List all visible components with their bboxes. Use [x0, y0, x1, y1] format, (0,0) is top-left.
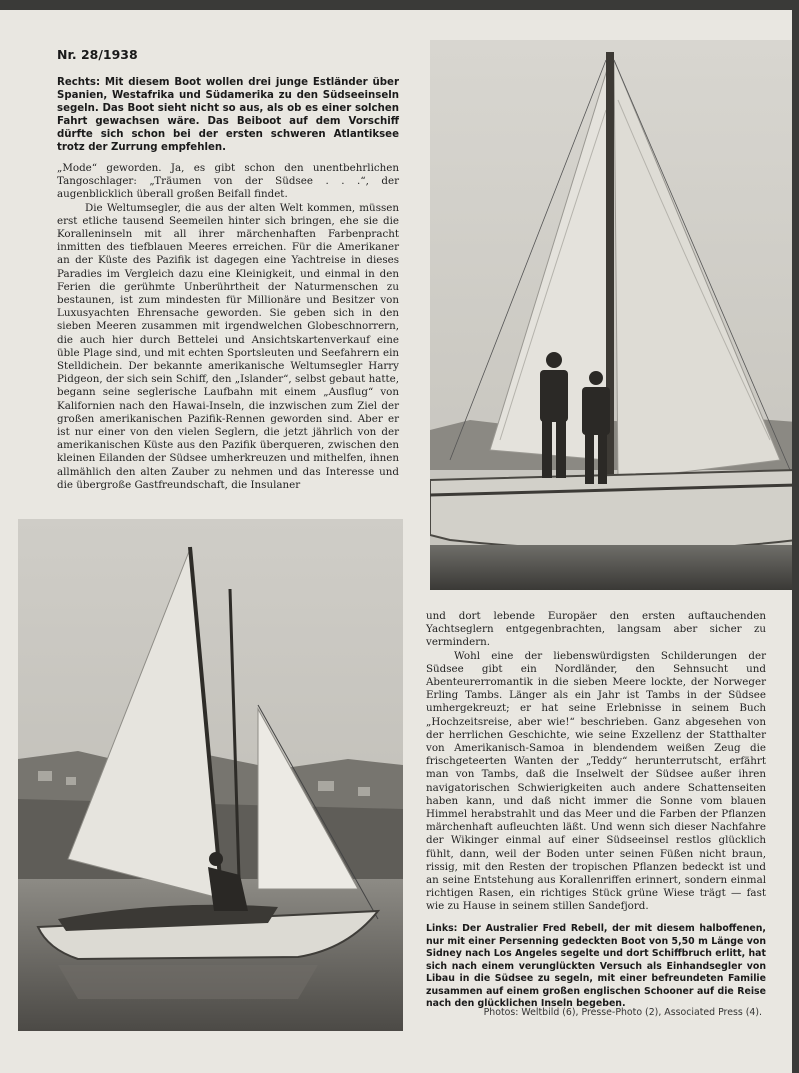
issue-number: Nr. 28/1938	[57, 47, 138, 62]
article-paragraph: und dort lebende Europäer den ersten auftauchenden Yachtseglern entgegenbrachten, langsam aber sicher zu vermindern.	[426, 610, 766, 649]
caption-right-photo: Rechts: Mit diesem Boot wollen drei junge Estländer über Spanien, Westafrika und Südamerika zu den Südseeinseln segeln. Das Boot sieht nicht so aus, als ob es einer solchen Fahrt gewachsen wäre. Das Beiboot auf dem Vorschiff dürfte sich schon bei der ersten schweren Atlantiksee trotz der Zurrung empfehlen.	[57, 77, 399, 153]
article-paragraph: „Mode“ geworden. Ja, es gibt schon den unentbehrlichen Tangoschlager: „Träumen von der Südsee . . .“, der augenblicklich überall großen Beifall findet.	[57, 162, 399, 201]
article-paragraph: Die Weltumsegler, die aus der alten Welt kommen, müssen erst etliche tausend Seemeilen hinter sich bringen, ehe sie die Koralleninseln mit all ihrer märchenhaften Farbenpracht inmitten des tiefblauen Meeres erreichen. Für die Amerikaner an der Küste des Pazifik ist dagegen eine Yachtreise in dieses Paradies im Vergleich dazu eine Kleinigkeit, und einmal in den Ferien die gerühmte Unberührtheit der Naturmenschen zu bestaunen, ist zum mindesten für Millionäre und Besitzer von Luxusyachten Ehrensache geworden. Sie geben sich in den sieben Meeren zusammen mit irgendwelchen Globeschnorrern, die auch hier durch Bettelei und Ansichtskartenverkauf eine üble Plage sind, und mit echten Sportsleuten und Seefahrern ein Stelldichein. Der bekannte amerikanische Weltumsegler Harry Pidgeon, der sich sein Schiff, den „Islander“, selbst gebaut hatte, begann seine seglerische Laufbahn mit einem „Ausflug“ von Kalifornien nach den Hawai-Inseln, die inzwischen zum Ziel der großen amerikanischen Pazifik-Rennen geworden sind. Aber er ist nur einer von den vielen Seglern, die jetzt jährlich von der amerikanischen Küste aus den Pazifik überqueren, zwischen den kleinen Eilanden der Südsee umherkreuzen und mithelfen, ihnen allmählich den alten Zauber zu nehmen und das Interesse und die übergroße Gastfreundschaft, die Insulaner	[57, 201, 399, 491]
photo-estonian-boat	[430, 40, 792, 590]
photo-credits: Photos: Weltbild (6), Presse-Photo (2), Associated Press (4).	[483, 1007, 762, 1018]
article-left-column	[57, 162, 399, 492]
article-right-column	[426, 610, 766, 914]
photo-rebell-boat	[18, 519, 403, 1031]
article-paragraph: Wohl eine der liebenswürdigsten Schilderungen der Südsee gibt ein Nordländer, den Sehnsucht und Abenteurerromantik in die sieben Meere lockte, der Norweger Erling Tambs. Länger als ein Jahr ist Tambs in der Südsee umhergekreuzt; er hat seine Erlebnisse in seinem Buch „Hochzeitsreise, aber wie!“ beschrieben. Ganz abgesehen von der herrlichen Geschichte, wie seine Exzellenz der Statthalter von Amerikanisch-Samoa in blendendem weißen Zeug die frischgeteerten Wanten der „Teddy“ herunterrutscht, erfährt man von Tambs, daß die Inselwelt der Südsee außer ihren navigatorischen Schwierigkeiten auch andere Schattenseiten haben kann, und daß nicht immer die Sonne vom blauen Himmel herabstrahlt und das Meer und die Farben der Pflanzen märchenhaft aufleuchten läßt. Und wenn sich dieser Nachfahre der Wikinger einmal auf einer Südseeinsel restlos glücklich fühlt, dann, weil der Boden unter seinen Füßen nicht braun, rissig, mit den Resten der tropischen Pflanzen bedeckt ist und an seine Entstehung aus Korallenriffen erinnert, sondern einmal richtigen Rasen, ein richtiges Stück grüne Wiese trägt — fast wie zu Hause in seinem stillen Sandefjord.	[426, 649, 766, 913]
magazine-page	[0, 10, 792, 1073]
caption-left-photo: Links: Der Australier Fred Rebell, der mit diesem halboffenen, nur mit einer Persenning gedeckten Boot von 5,50 m Länge von Sidney nach Los Angeles segelte und dort Schiffbruch erlitt, hat sich nach einem verunglückten Versuch als Einhandsegler von Libau in die Südsee zu segeln, mit einer befreundeten Familie zusammen auf einem großen englischen Schooner auf die Reise nach den glücklichen Inseln begeben.	[426, 923, 766, 1009]
